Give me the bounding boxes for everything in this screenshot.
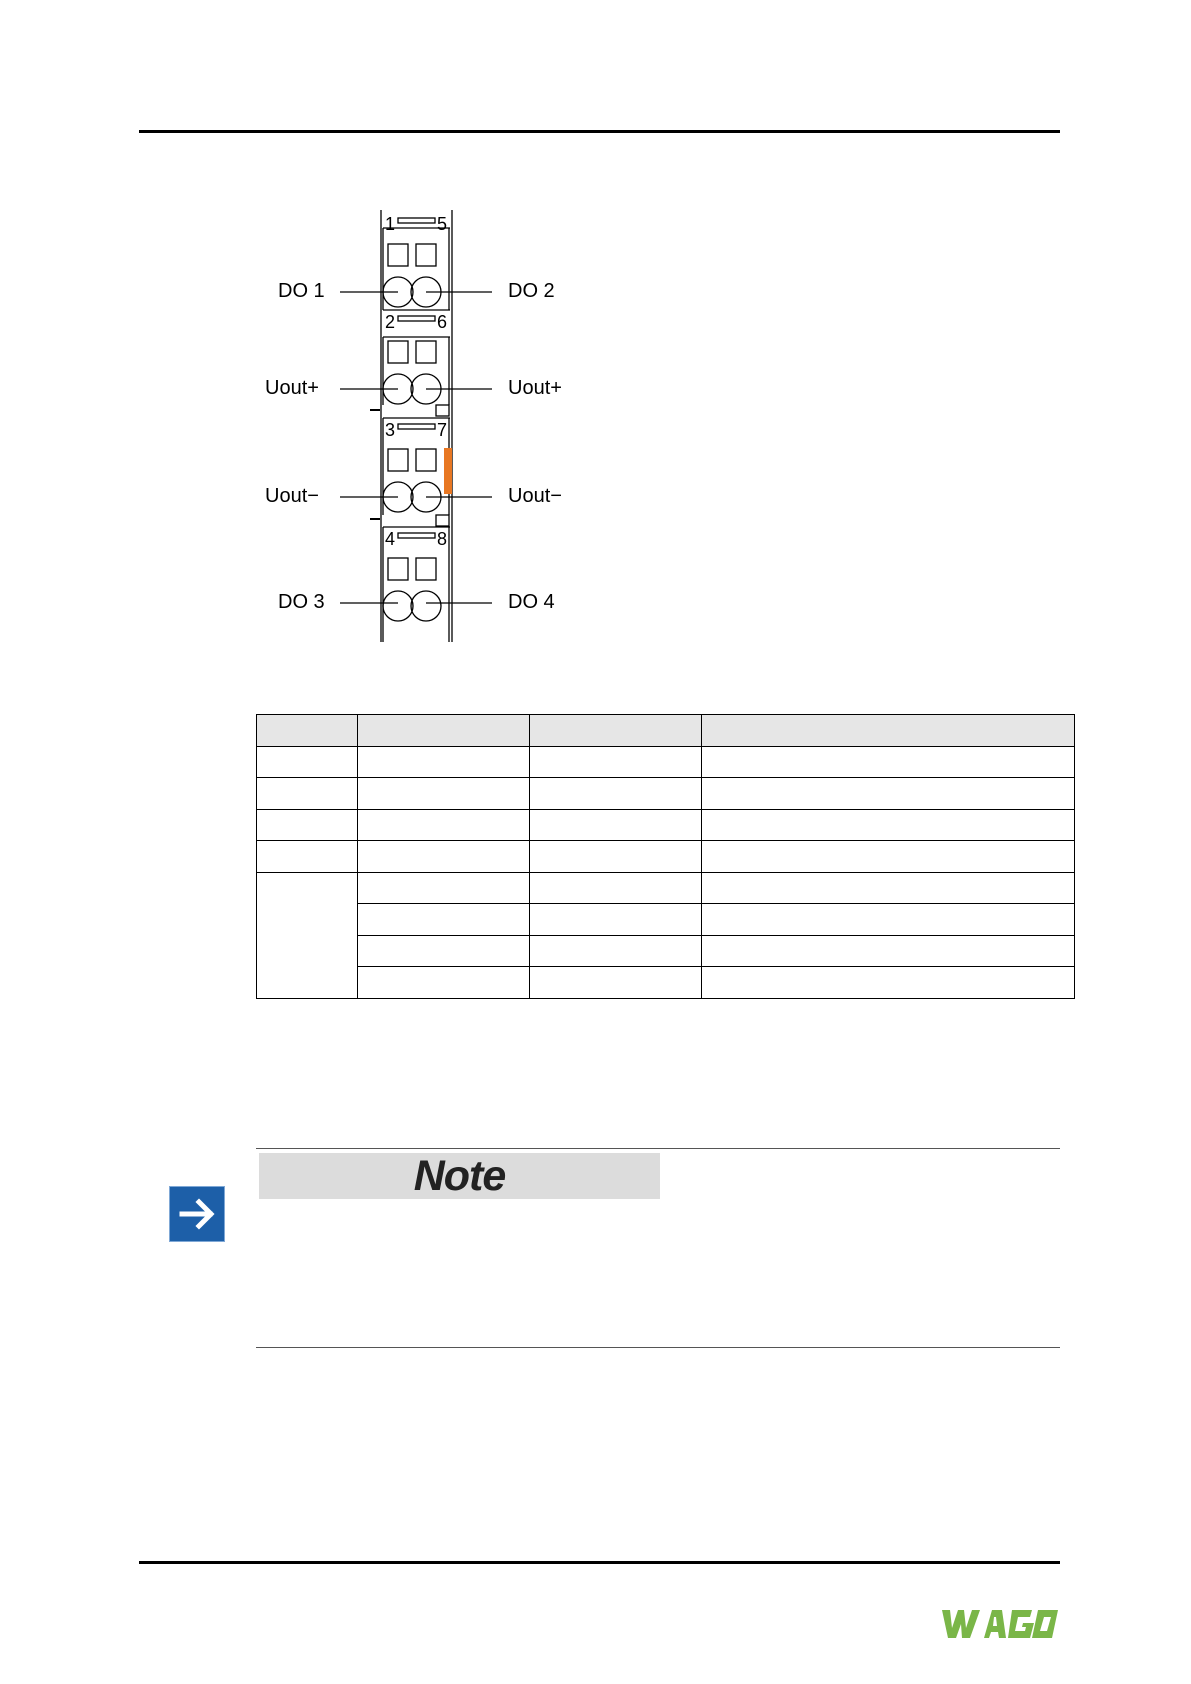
pin-number: 6	[437, 312, 448, 332]
table-header-cell	[358, 715, 530, 747]
pin-number: 7	[437, 420, 448, 440]
table-header-cell	[530, 715, 702, 747]
table-header-row	[257, 715, 1075, 747]
table-row	[257, 967, 1075, 999]
table-row	[257, 904, 1075, 936]
label-do4: DO 4	[508, 591, 555, 613]
power-marker	[444, 448, 452, 494]
pin-number: 1	[385, 214, 396, 234]
note-banner	[259, 1153, 660, 1199]
terminal-block-drawing	[0, 0, 1191, 700]
note-bottom-rule	[256, 1347, 1060, 1348]
label-do1: DO 1	[278, 280, 325, 302]
pin-assignment-table	[256, 714, 1075, 999]
pin-number: 2	[385, 312, 396, 332]
label-uout-minus-left: Uout−	[265, 485, 319, 507]
table-row	[257, 809, 1075, 841]
wago-logo	[940, 1606, 1060, 1642]
pin-number: 5	[437, 214, 448, 234]
pin-number: 8	[437, 529, 448, 549]
pin-number: 3	[385, 420, 396, 440]
table-row	[257, 872, 1075, 904]
footer-rule	[139, 1561, 1060, 1564]
table-row	[257, 778, 1075, 810]
note-title: Note	[413, 1152, 506, 1200]
label-do3: DO 3	[278, 591, 325, 613]
arrow-right-icon	[169, 1186, 225, 1242]
table-header-cell	[702, 715, 1075, 747]
note-top-rule	[256, 1148, 1060, 1149]
label-do2: DO 2	[508, 280, 555, 302]
label-uout-minus-right: Uout−	[508, 485, 562, 507]
table-row	[257, 935, 1075, 967]
table-header-cell	[257, 715, 358, 747]
label-uout-plus-left: Uout+	[265, 377, 319, 399]
label-uout-plus-right: Uout+	[508, 377, 562, 399]
table-row	[257, 841, 1075, 873]
table-row	[257, 746, 1075, 778]
pin-number: 4	[385, 529, 396, 549]
